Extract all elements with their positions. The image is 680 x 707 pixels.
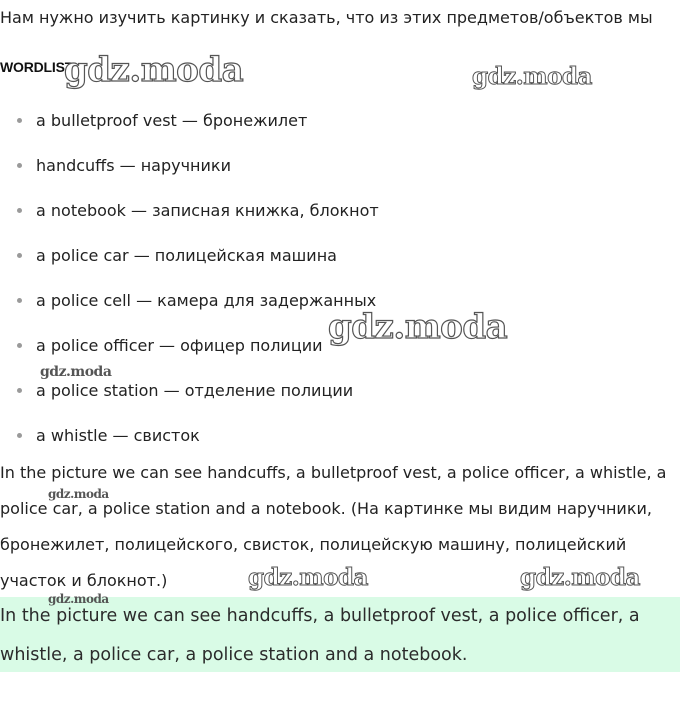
list-item-text: a notebook — записная книжка, блокнот <box>36 201 379 220</box>
answer-paragraph: In the picture we can see handcuffs, a bulletproof vest, a police officer, a whistle, a police car, a police station and a notebook. (На картинке мы видим наручники, бронежилет, полицейского, свисток, полицейскую машину, полицейский участок и блокнот.) <box>0 463 667 590</box>
list-item <box>0 323 379 368</box>
list-item-text: a police officer — офицер полиции <box>36 336 323 355</box>
bullet-icon <box>17 118 22 123</box>
bullet-icon <box>17 163 22 168</box>
list-item-text: a police car — полицейская машина <box>36 246 337 265</box>
watermark: gdz.moda <box>48 592 109 606</box>
wordlist <box>0 98 379 458</box>
watermark: gdz.moda <box>64 50 244 90</box>
bullet-icon <box>17 208 22 213</box>
watermark: gdz.moda <box>328 307 508 347</box>
list-item <box>0 188 379 233</box>
list-item-text: handcuffs — наручники <box>36 156 231 175</box>
list-item <box>0 278 379 323</box>
list-item-text: a police cell — камера для задержанных <box>36 291 377 310</box>
wordlist-heading: WORDLIST <box>0 59 74 75</box>
list-item <box>0 233 379 278</box>
bullet-icon <box>17 253 22 258</box>
intro-text: Нам нужно изучить картинку и сказать, что из этих предметов/объектов мы <box>0 8 653 27</box>
watermark: gdz.moda <box>520 564 640 591</box>
bullet-icon <box>17 388 22 393</box>
list-item-text: a whistle — свисток <box>36 426 200 445</box>
bullet-icon <box>17 298 22 303</box>
watermark: gdz.moda <box>48 487 109 501</box>
list-item-text: a police station — отделение полиции <box>36 381 354 400</box>
highlighted-answer-box <box>0 597 680 672</box>
bullet-icon <box>17 433 22 438</box>
watermark: gdz.moda <box>248 564 368 591</box>
watermark: gdz.moda <box>40 364 112 380</box>
list-item <box>0 143 379 188</box>
bullet-icon <box>17 343 22 348</box>
list-item <box>0 98 379 143</box>
highlighted-answer-text: In the picture we can see handcuffs, a bulletproof vest, a police officer, a whistle, a police car, a police station and a notebook. <box>0 606 640 665</box>
list-item <box>0 368 379 413</box>
list-item <box>0 413 379 458</box>
watermark: gdz.moda <box>472 63 592 90</box>
list-item-text: a bulletproof vest — бронежилет <box>36 111 308 130</box>
